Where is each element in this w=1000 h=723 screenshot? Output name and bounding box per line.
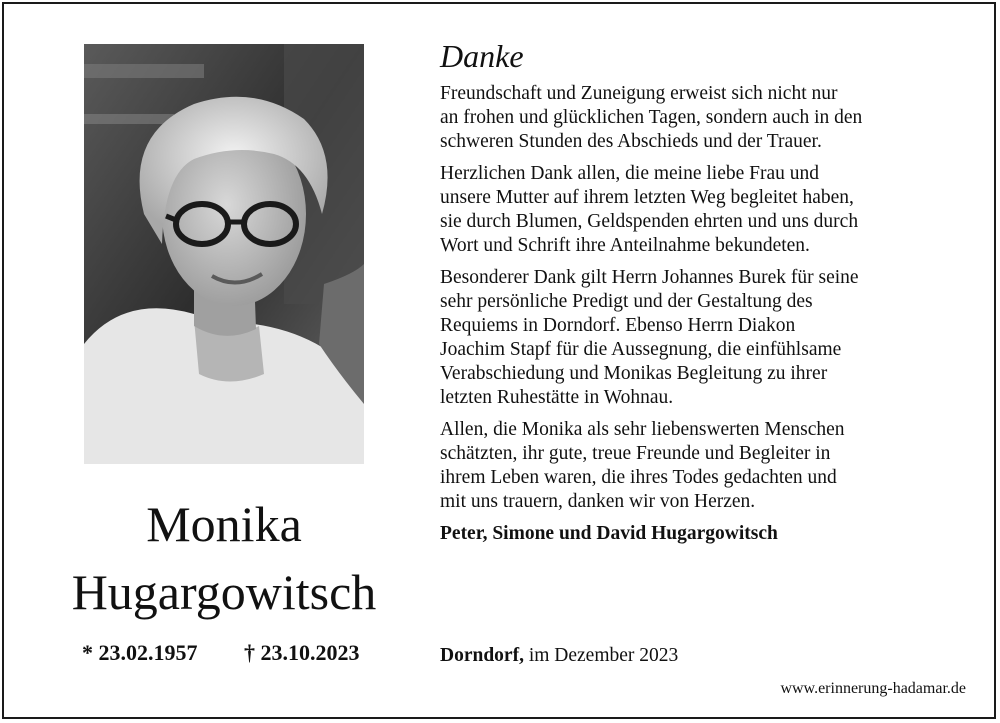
portrait-photo bbox=[84, 44, 364, 464]
first-name: Monika bbox=[146, 496, 302, 552]
thanks-text bbox=[440, 36, 990, 546]
obituary-card bbox=[2, 2, 996, 719]
paragraph-1: Freundschaft und Zuneigung erweist sich nicht nur an frohen und glücklichen Tagen, sondern auch in den schweren Stunden des Abschieds und der Trauer. bbox=[440, 83, 863, 152]
date: im Dezember 2023 bbox=[523, 645, 679, 666]
paragraph-2: Herzlichen Dank allen, die meine liebe Frau und unsere Mutter auf ihrem letzten Weg begleitet haben, sie durch Blumen, Geldspenden ehrten und uns durch Wort und Schrift ihre Anteilnahme bekundeten. bbox=[440, 163, 859, 256]
website-url: www.erinnerung-hadamar.de bbox=[780, 680, 966, 697]
signature: Peter, Simone und David Hugargowitsch bbox=[440, 523, 778, 544]
place: Dorndorf, bbox=[440, 645, 524, 666]
birth-date: * 23.02.1957 bbox=[82, 640, 198, 665]
death-date: † 23.10.2023 bbox=[244, 640, 360, 665]
paragraph-3: Besonderer Dank gilt Herrn Johannes Burek für seine sehr persönliche Predigt und der Gestaltung des Requiems in Dorndorf. Ebenso Herrn Diakon Joachim Stapf für die Aussegnung, die einfühlsame Verabschiedung und Monikas Begleitung zu ihrer letzten Ruhestätte in Wohnau. bbox=[440, 267, 859, 408]
place-date bbox=[440, 644, 678, 668]
last-name: Hugargowitsch bbox=[71, 564, 377, 620]
heading: Danke bbox=[440, 38, 524, 74]
paragraph-4: Allen, die Monika als sehr liebenswerten Menschen schätzten, ihr gute, treue Freunde und Begleiter in ihrem Leben waren, die ihres Todes gedachten und mit uns trauern, danken wir von Herzen. bbox=[440, 419, 845, 512]
